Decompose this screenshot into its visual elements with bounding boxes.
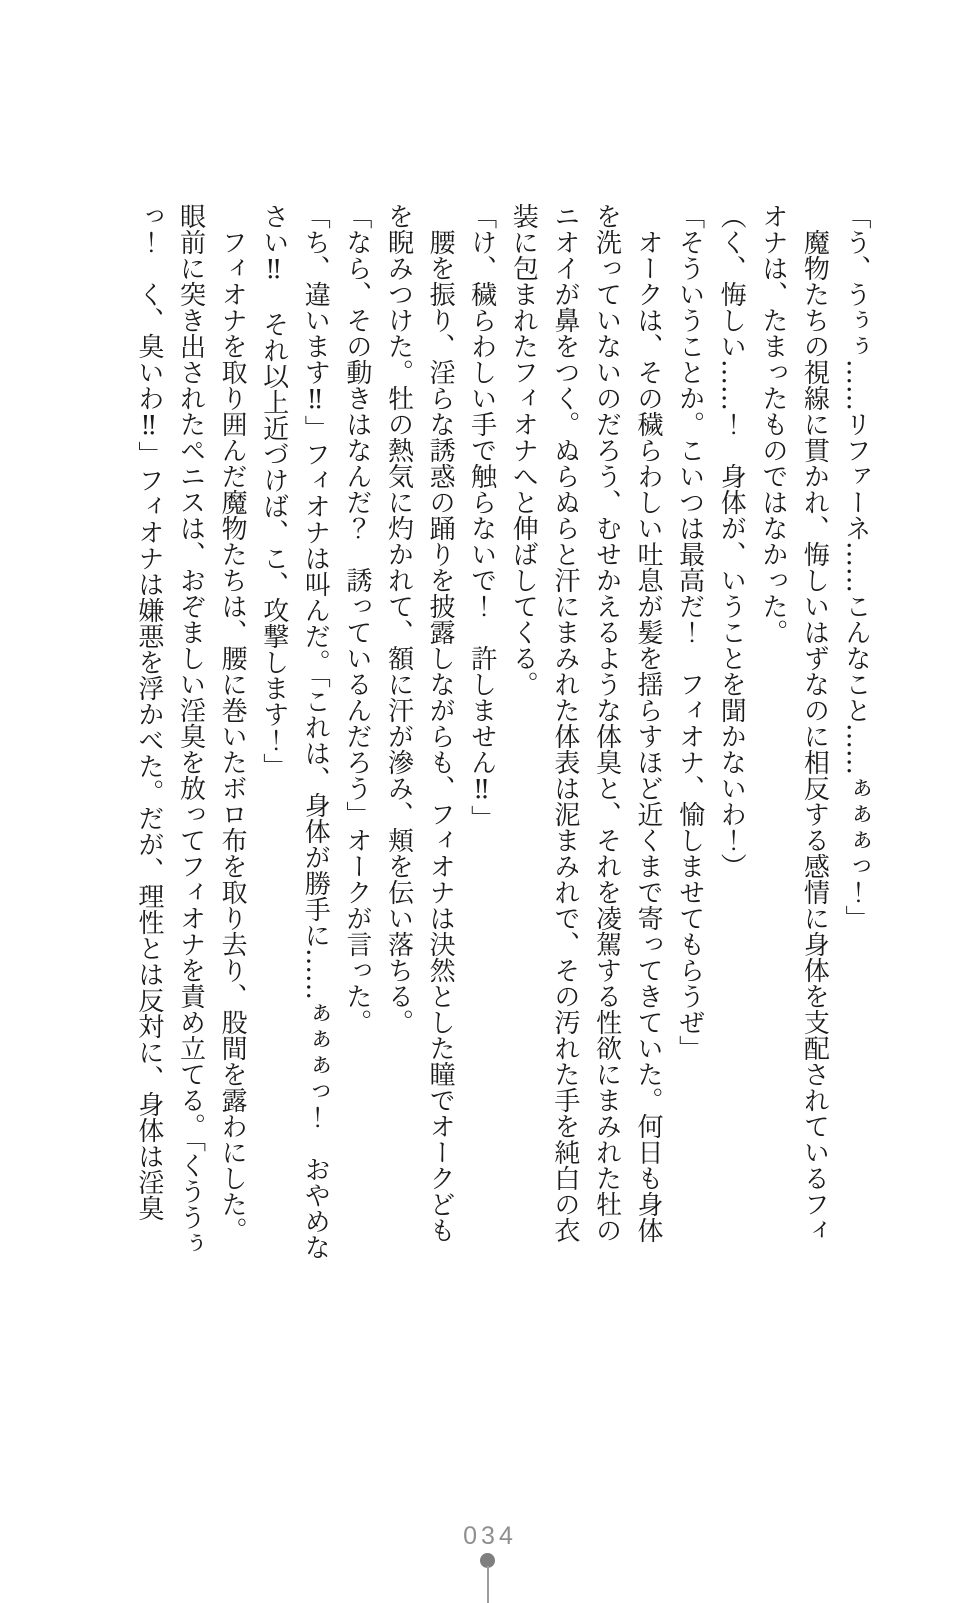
paragraph: 魔物たちの視線に貫かれ、悔しいはずなのに相反する感情に身体を支配されているフィオナは、たまったものではなかった。 bbox=[757, 203, 830, 1243]
paragraph: フィオナを取り囲んだ魔物たちは、腰に巻いたボロ布を取り去り、股間を露わにした。眼前に突き出されたペニスは、おぞましい淫臭を放ってフィオナを責め立てる。「くううぅっ！ く、臭いわ‼」フィオナは嫌悪を浮かべた。だが、理性とは反対に、身体は淫臭 bbox=[133, 203, 248, 1256]
paragraph: 「う、うぅぅ……リファーネ……こんなこと……ぁぁぁっ！」 bbox=[841, 203, 871, 931]
paragraph: （く、悔しい……！ 身体が、いうことを聞かないわ！） bbox=[716, 203, 747, 879]
paragraph: 「そういうことか。こいつは最高だ！ フィオナ、愉しませてもらうぜ」 bbox=[674, 203, 705, 1061]
paragraph: 「け、穢らわしい手で触らないで！ 許しません‼」 bbox=[466, 203, 497, 831]
page-ornament-line bbox=[487, 1566, 489, 1603]
paragraph: 「なら、その動きはなんだ？ 誘っているんだろう」オークが言った。 bbox=[341, 203, 372, 1035]
paragraph: 「ち、違います‼」フィオナは叫んだ。「これは、身体が勝手に……ぁぁぁっ！ おやめなさい‼ それ以上近づけば、こ、攻撃します！」 bbox=[258, 203, 331, 1260]
vertical-text-block bbox=[127, 203, 876, 1261]
paragraph: 腰を振り、淫らな誘惑の踊りを披露しながらも、フィオナは決然とした瞳でオークどもを睨みつけた。牡の熱気に灼かれて、額に汗が滲み、頬を伝い落ちる。 bbox=[383, 203, 456, 1243]
paragraph: オークは、その穢らわしい吐息が髪を揺らすほど近くまで寄ってきていた。何日も身体を洗っていないのだろう、むせかえるような体臭と、それを凌駕する性欲にまみれた牡のニオイが鼻をつく。ぬらぬらと汗にまみれた体表は泥まみれで、その汚れた手を純白の衣装に包まれたフィオナへと伸ばしてくる。 bbox=[508, 203, 664, 1243]
page-number: 034 bbox=[463, 1522, 517, 1550]
